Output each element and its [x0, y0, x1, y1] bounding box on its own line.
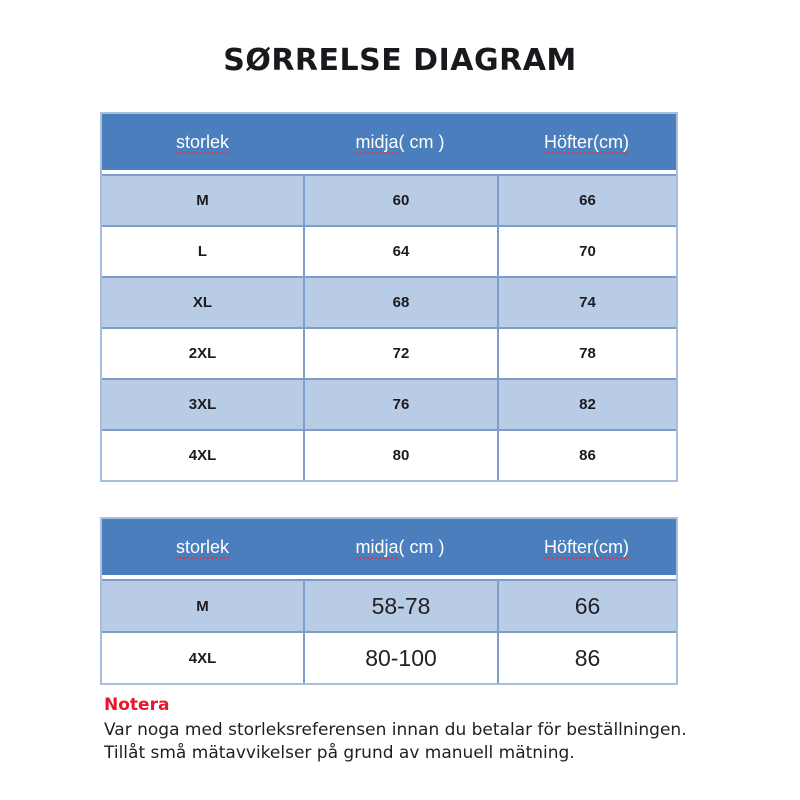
cell-size: XL	[192, 294, 213, 311]
cell-size: M	[196, 192, 209, 209]
header-waist-label: midja	[355, 131, 399, 152]
cell-waist: 58-78	[303, 581, 497, 631]
size-table-1	[100, 112, 678, 482]
table-row	[102, 276, 676, 327]
header-cell-hips	[497, 114, 676, 170]
table-row	[102, 579, 676, 631]
cell-hips: 74	[497, 278, 676, 327]
table-row	[102, 327, 676, 378]
cell-waist: 76	[303, 380, 497, 429]
cell-waist: 60	[303, 176, 497, 225]
cell-hips: 78	[497, 329, 676, 378]
header-size-label: storlek	[175, 536, 229, 557]
cell-size: M	[196, 597, 209, 615]
note-label: Notera	[104, 695, 170, 715]
page-title: SØRRELSE DIAGRAM	[223, 43, 577, 78]
table-row	[102, 174, 676, 225]
header-waist-label: midja	[355, 536, 399, 557]
note-line-1: Var noga med storleksreferensen innan du betalar för beställningen.	[104, 720, 687, 740]
cell-waist: 68	[303, 278, 497, 327]
cell-waist: 64	[303, 227, 497, 276]
header-waist-units: ( cm )	[398, 131, 445, 152]
cell-waist: 72	[303, 329, 497, 378]
size-table-2-header	[102, 519, 676, 575]
header-hips-label: Höfter(cm)	[544, 131, 629, 152]
header-cell-waist	[303, 114, 497, 170]
size-table-2	[100, 517, 678, 685]
cell-hips: 66	[497, 176, 676, 225]
header-cell-size	[102, 519, 303, 575]
cell-hips: 70	[497, 227, 676, 276]
header-hips-label: Höfter(cm)	[544, 536, 629, 557]
cell-size: 4XL	[188, 447, 217, 464]
note-section	[104, 695, 744, 765]
cell-size: 4XL	[188, 649, 217, 667]
header-cell-waist	[303, 519, 497, 575]
cell-waist: 80	[303, 431, 497, 480]
note-line-2: Tillåt små mätavvikelser på grund av manuell mätning.	[104, 743, 575, 763]
table-row	[102, 225, 676, 276]
cell-hips: 66	[497, 581, 676, 631]
header-waist-units: ( cm )	[398, 536, 445, 557]
table-row	[102, 631, 676, 683]
header-cell-size	[102, 114, 303, 170]
cell-hips: 86	[497, 633, 676, 683]
header-size-label: storlek	[175, 131, 229, 152]
header-cell-hips	[497, 519, 676, 575]
cell-waist: 80-100	[303, 633, 497, 683]
cell-size: 3XL	[188, 396, 217, 413]
size-table-1-header	[102, 114, 676, 170]
cell-size: 2XL	[188, 345, 217, 362]
cell-hips: 82	[497, 380, 676, 429]
cell-hips: 86	[497, 431, 676, 480]
table-row	[102, 378, 676, 429]
table-row	[102, 429, 676, 480]
cell-size: L	[197, 243, 208, 260]
